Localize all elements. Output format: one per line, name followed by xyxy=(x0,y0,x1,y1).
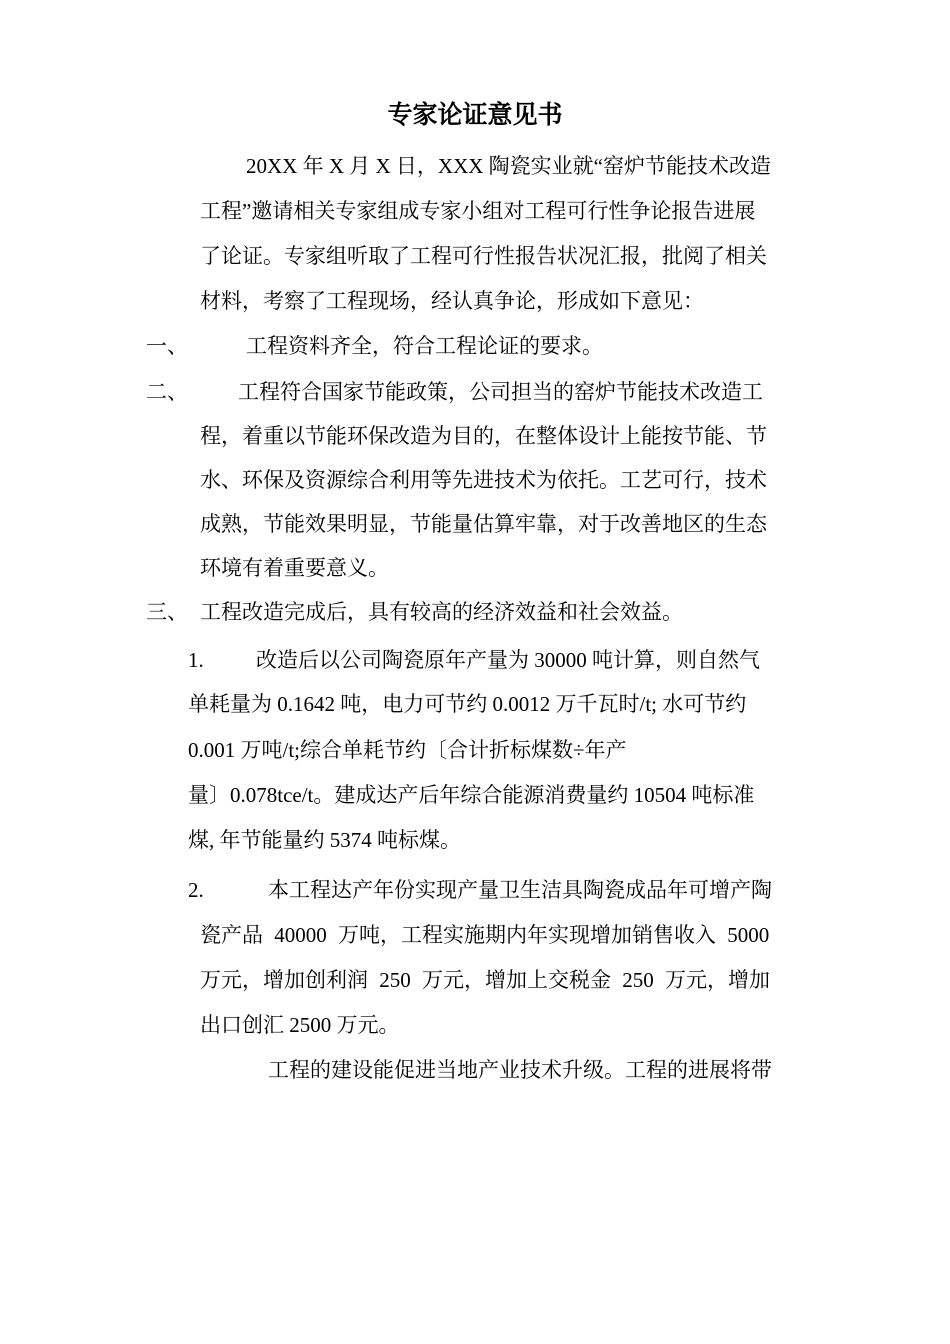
sub-list-marker: 1. xyxy=(188,648,204,672)
sub-list-marker: 2. xyxy=(188,878,204,902)
sub-item-line: 瓷产品 40000 万吨，工程实施期内年实现增加销售收入 5000 xyxy=(200,923,770,947)
sub-item-line: 煤, 年节能量约 5374 吨标煤。 xyxy=(188,828,461,852)
sub-item-line: 量〕0.078tce/t。建成达产后年综合能源消费量约 10504 吨标准 xyxy=(188,783,755,807)
list-item-line: 工程资料齐全，符合工程论证的要求。 xyxy=(246,334,603,358)
sub-item-line: 改造后以公司陶瓷原年产量为 30000 吨计算，则自然气 xyxy=(256,648,760,672)
list-marker: 二、 xyxy=(146,380,188,404)
list-item-line: 水、环保及资源综合利用等先进技术为依托。工艺可行，技术 xyxy=(200,468,767,492)
sub-item-line: 0.001 万吨/t;综合单耗节约〔合计折标煤数÷年产 xyxy=(188,738,627,762)
document-title: 专家论证意见书 xyxy=(387,102,563,129)
list-item-line: 环境有着重要意义。 xyxy=(200,556,389,580)
list-marker: 一、 xyxy=(146,334,188,358)
sub-item-line: 单耗量为 0.1642 吨，电力可节约 0.0012 万千瓦时/t; 水可节约 xyxy=(188,692,747,716)
list-item-line: 程，着重以节能环保改造为目的，在整体设计上能按节能、节 xyxy=(200,424,767,448)
sub-item-line: 本工程达产年份实现产量卫生洁具陶瓷成品年可增产陶 xyxy=(268,878,772,902)
list-item-line: 成熟，节能效果明显，节能量估算牢靠，对于改善地区的生态 xyxy=(200,512,767,536)
sub-item-line: 出口创汇 2500 万元。 xyxy=(200,1013,400,1037)
closing-line: 工程的建设能促进当地产业技术升级。工程的进展将带 xyxy=(268,1058,772,1082)
intro-line: 材料，考察了工程现场，经认真争论，形成如下意见： xyxy=(200,289,704,313)
intro-line: 工程”邀请相关专家组成专家小组对工程可行性争论报告进展 xyxy=(200,199,756,223)
list-marker: 三、 xyxy=(146,600,188,624)
list-item-line: 工程符合国家节能政策，公司担当的窑炉节能技术改造工 xyxy=(238,380,763,404)
intro-line: 20XX 年 X 月 X 日，XXX 陶瓷实业就“窑炉节能技术改造 xyxy=(246,154,771,178)
list-item-line: 工程改造完成后，具有较高的经济效益和社会效益。 xyxy=(200,600,683,624)
sub-item-line: 万元，增加创利润 250 万元，增加上交税金 250 万元，增加 xyxy=(200,968,770,992)
intro-line: 了论证。专家组听取了工程可行性报告状况汇报，批阅了相关 xyxy=(200,244,767,268)
